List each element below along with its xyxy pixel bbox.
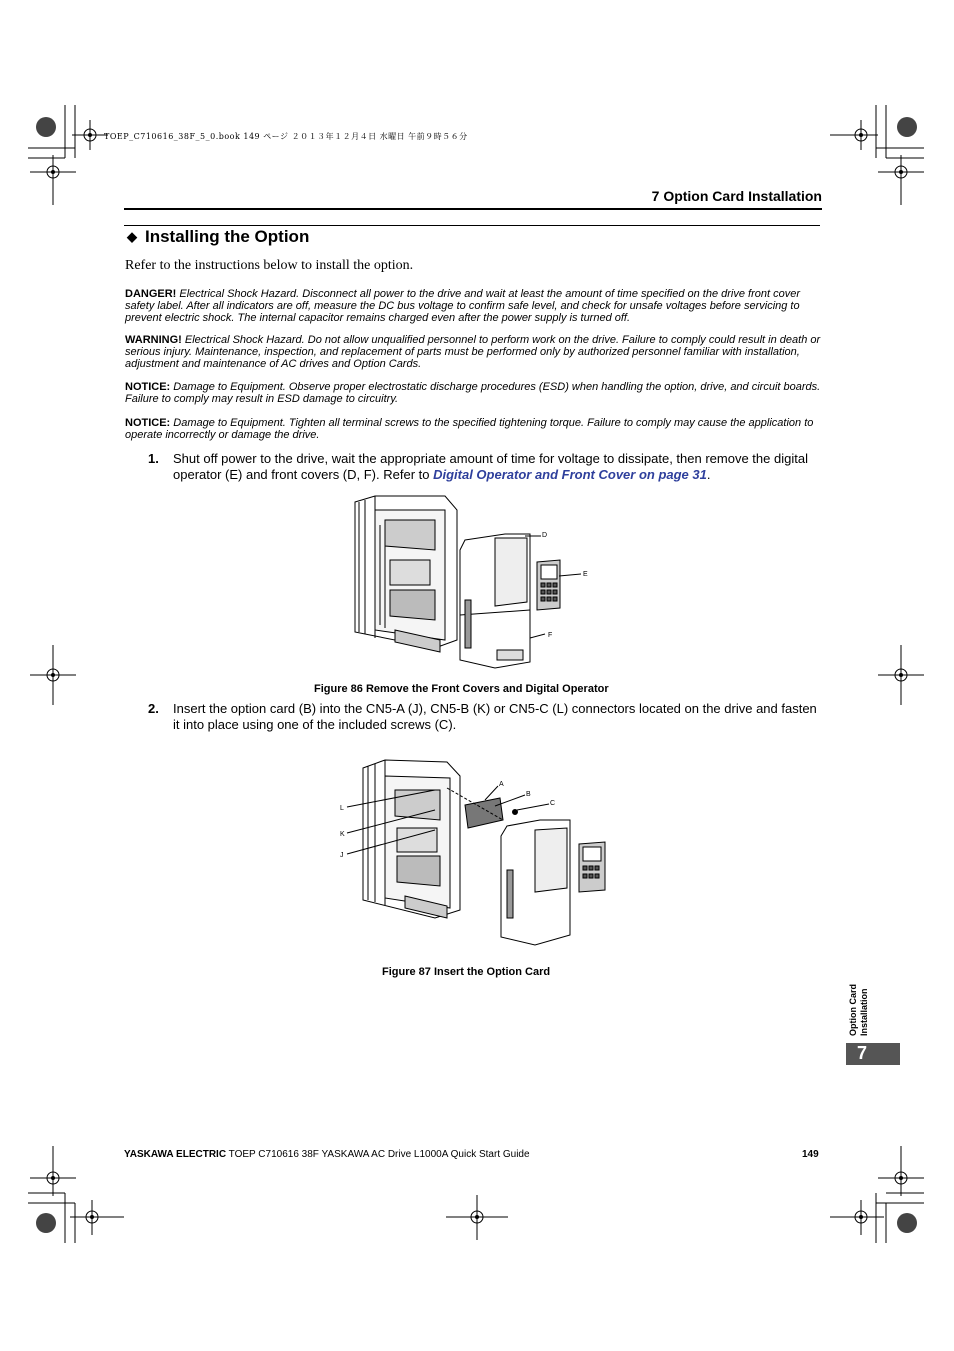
chapter-tab: [846, 1043, 900, 1065]
chapter-number: 7: [857, 1043, 868, 1063]
step-2: [148, 701, 824, 733]
notice-label: DANGER!: [125, 288, 177, 300]
notice-text: Electrical Shock Hazard. Disconnect all power to the drive and wait at least the amount of time specified on the drive front cover safety label. After all indicators are off, measure the DC bus voltage to confirm safe level, and check for unsafe voltages before servicing to prevent electric shock. The internal capacitor remains charged even after the power supply is turned off.: [125, 288, 800, 324]
label-f: F: [548, 632, 553, 639]
warning-notice: [125, 334, 825, 370]
side-tab-line1: Option Card: [848, 984, 858, 1036]
danger-notice: [125, 288, 825, 324]
section-rule: [124, 225, 820, 226]
running-header: 7 Option Card Installation: [651, 188, 822, 204]
print-info: TOEP_C710616_38F_5_0.book 149 ページ ２０１３年１２月４日 水曜日 午前９時５６分: [104, 132, 468, 141]
label-b: B: [526, 791, 531, 798]
footer: [124, 1149, 530, 1160]
step-text: Shut off power to the drive, wait the appropriate amount of time for voltage to dissipate, then remove the digital operator (E) and front covers (D, F). Refer to: [173, 451, 808, 482]
notice-text: Electrical Shock Hazard. Do not allow unqualified personnel to perform work on the drive. Failure to comply could result in death or serious injury. Maintenance, inspection, and replacement of parts must be performed only by authorized personnel familiar with installation, adjustment and maintenance of AC drives and Option Cards.: [125, 334, 821, 370]
label-j: J: [340, 852, 344, 859]
notice-text: Damage to Equipment. Observe proper electrostatic discharge procedures (ESD) when handling the option, drive, and circuit boards. Failure to comply may result in ESD damage to circuitry.: [125, 381, 821, 405]
label-a: A: [499, 781, 504, 788]
label-k: K: [340, 831, 345, 838]
figure-86-caption: Figure 86 Remove the Front Covers and Digital Operator: [314, 683, 609, 695]
footer-doc-title: TOEP C710616 38F YASKAWA AC Drive L1000A Quick Start Guide: [226, 1149, 530, 1160]
step-text: Insert the option card (B) into the CN5-A (J), CN5-B (K) or CN5-C (L) connectors located on the drive and fasten it into place using one of the included screws (C).: [173, 701, 817, 732]
figure-86-illustration: [345, 490, 605, 680]
section-title: [127, 227, 309, 247]
torque-notice: [125, 417, 825, 441]
notice-text: Damage to Equipment. Tighten all terminal screws to the specified tightening torque. Failure to comply may cause the application to operate incorrectly or damage the drive.: [125, 417, 814, 441]
label-e: E: [583, 571, 588, 578]
cross-reference-link[interactable]: Digital Operator and Front Cover on page 31: [433, 467, 707, 482]
step-number: 1.: [148, 451, 159, 466]
step-1: [148, 451, 824, 483]
page-number: 149: [802, 1149, 819, 1160]
figure-87-illustration: [335, 750, 615, 962]
notice-label: NOTICE:: [125, 381, 171, 393]
section-title-text: Installing the Option: [145, 227, 310, 246]
side-tab-line2: Installation: [859, 988, 869, 1036]
intro-text: Refer to the instructions below to install the option.: [125, 258, 414, 273]
step-text-end: .: [706, 467, 711, 482]
header-rule: [124, 208, 822, 210]
figure-87-caption: Figure 87 Insert the Option Card: [382, 966, 551, 978]
diamond-icon: ◆: [127, 229, 137, 244]
label-c: C: [550, 800, 556, 807]
side-tab-label: [848, 978, 870, 1036]
esd-notice: [125, 381, 825, 405]
footer-brand: YASKAWA ELECTRIC: [124, 1149, 227, 1160]
step-number: 2.: [148, 701, 159, 716]
label-d: D: [542, 532, 548, 539]
notice-label: WARNING!: [125, 334, 182, 346]
label-l: L: [340, 805, 344, 812]
notice-label: NOTICE:: [125, 417, 171, 429]
